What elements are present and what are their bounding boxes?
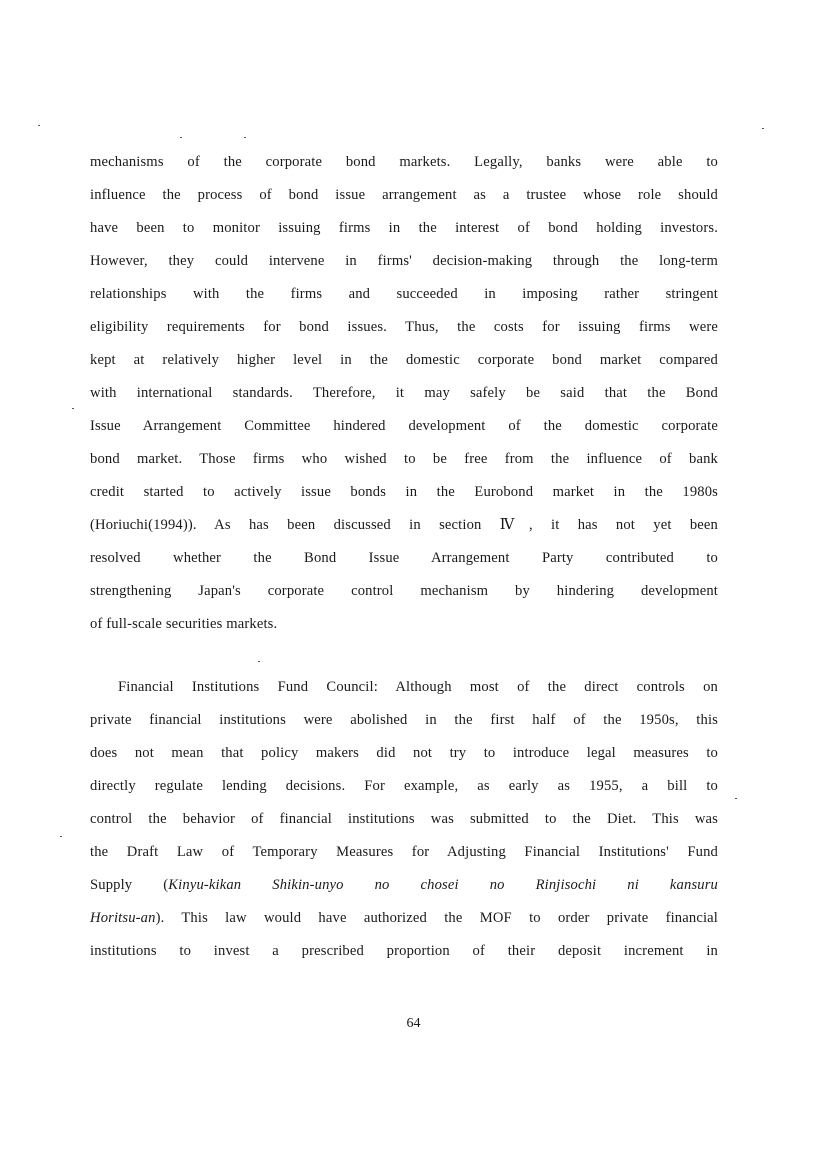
scan-speck [60,836,62,837]
text-line: the Draft Law of Temporary Measures for Adjusting Financial Institutions' Fund [90,844,718,860]
text-line: influence the process of bond issue arrangement as a trustee whose role should [90,187,718,203]
text-line: relationships with the firms and succeeded in imposing rather stringent [90,286,718,302]
text-line: mechanisms of the corporate bond markets. Legally, banks were able to [90,154,718,170]
scan-speck [38,125,40,126]
text-line: control the behavior of financial institutions was submitted to the Diet. This was [90,811,718,827]
italic-title: Horitsu-an [90,910,156,926]
text-line: private financial institutions were abolished in the first half of the 1950s, this [90,712,718,728]
text-line: strengthening Japan's corporate control mechanism by hindering development [90,583,718,599]
text-line: of full-scale securities markets. [90,616,278,632]
text-line: directly regulate lending decisions. For example, as early as 1955, a bill to [90,778,718,794]
text-line: institutions to invest a prescribed proportion of their deposit increment in [90,943,718,959]
text-line: (Horiuchi(1994)). As has been discussed in section Ⅳ, it has not yet been [90,517,718,533]
text-line: have been to monitor issuing firms in the interest of bond holding investors. [90,220,718,236]
text-line [90,902,718,935]
text-line: with international standards. Therefore, it may safely be said that the Bond [90,385,718,401]
italic-title: Kinyu-kikan Shikin-unyo no chosei no Rinjisochi ni kansuru [168,877,718,893]
text-line: resolved whether the Bond Issue Arrangement Party contributed to [90,550,718,566]
scan-speck [258,661,260,662]
scan-speck [735,798,737,799]
text-line: Financial Institutions Fund Council: Although most of the direct controls on [118,679,718,695]
text-line: does not mean that policy makers did not try to introduce legal measures to [90,745,718,761]
text-line: credit started to actively issue bonds in the Eurobond market in the 1980s [90,484,718,500]
text-line: bond market. Those firms who wished to be free from the influence of bank [90,451,718,467]
paragraph-bond-markets [90,146,718,641]
text-line: eligibility requirements for bond issues. Thus, the costs for issuing firms were [90,319,718,335]
text-line: Issue Arrangement Committee hindered development of the domestic corporate [90,418,718,434]
text-segment: ). This law would have authorized the MOF to order private financial [155,910,718,926]
page-number: 64 [406,1016,421,1031]
scan-speck [72,408,74,409]
text-line: However, they could intervene in firms' decision-making through the long-term [90,253,718,269]
paragraph-fund-council [90,671,718,968]
text-line: kept at relatively higher level in the domestic corporate bond market compared [90,352,718,368]
text-segment: Supply ( [90,877,169,893]
scan-speck [244,137,246,138]
text-line [90,869,718,902]
scan-speck [762,128,764,129]
scan-speck [180,137,182,138]
